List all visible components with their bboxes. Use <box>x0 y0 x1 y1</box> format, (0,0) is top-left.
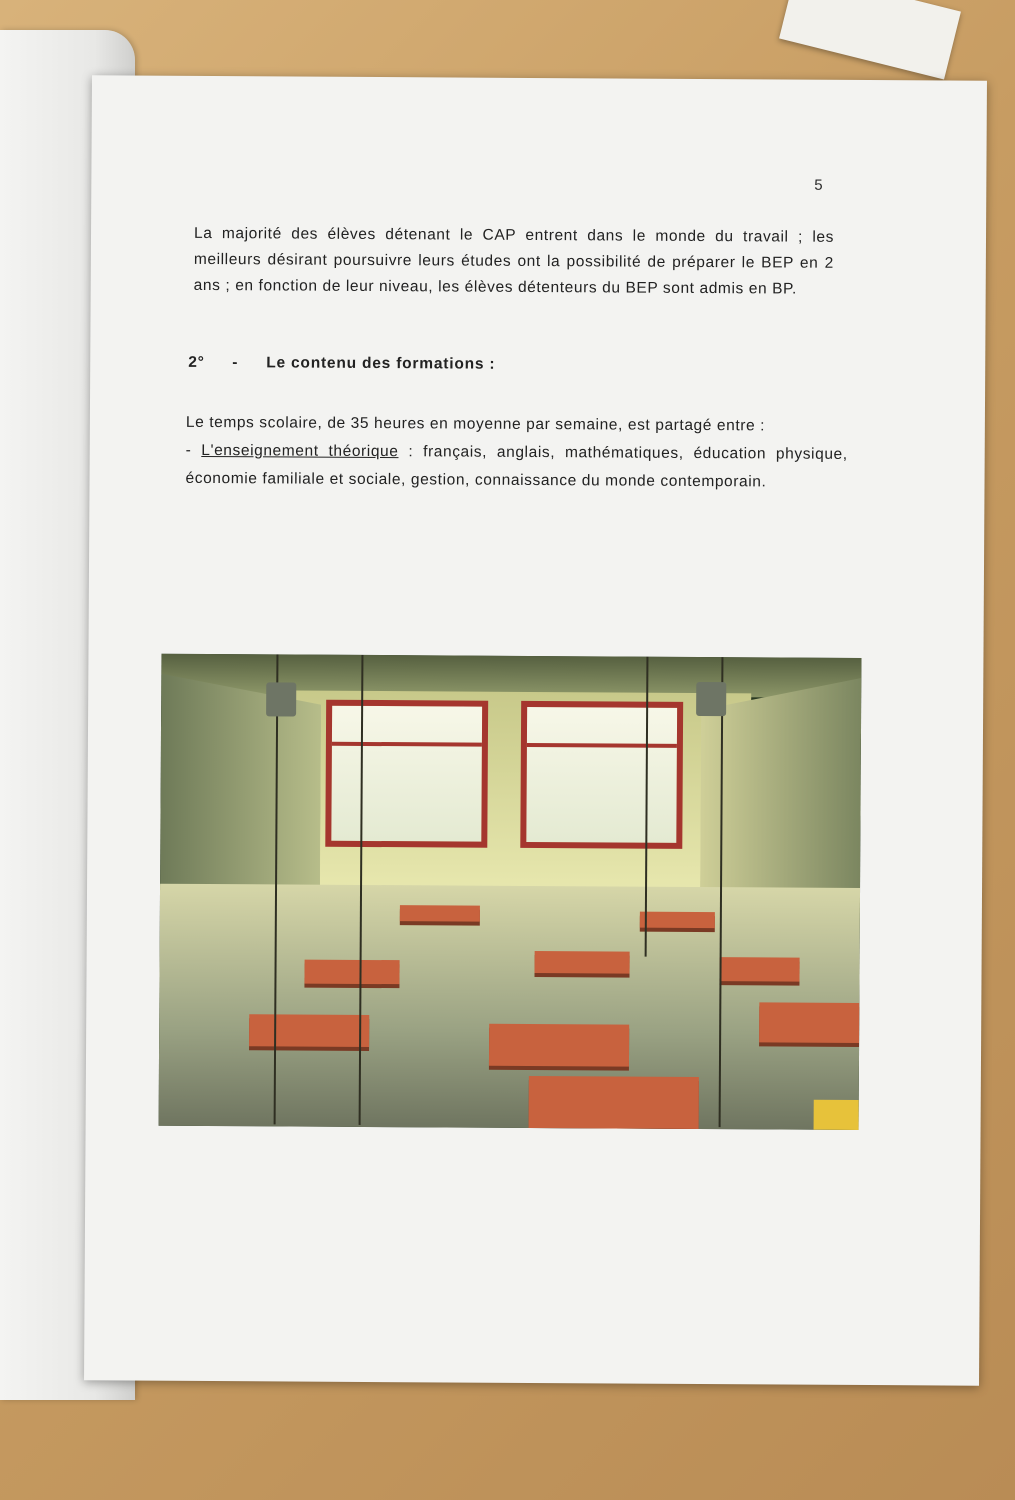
document-page <box>84 75 987 1385</box>
paragraph-contenu <box>185 409 848 497</box>
ceiling-lamp <box>696 682 726 716</box>
section-dash: - <box>232 354 239 372</box>
school-desk <box>400 905 480 921</box>
section-number: 2° <box>188 353 205 371</box>
school-desk <box>535 951 630 974</box>
photo-window-right <box>520 701 683 849</box>
yellow-object <box>814 1100 859 1130</box>
photo-floor <box>159 884 860 1130</box>
school-desk <box>529 1076 699 1129</box>
school-desk <box>759 1002 859 1043</box>
school-desk <box>640 912 715 928</box>
paragraph-list: : français, anglais, mathématiques, éducation physique, économie familiale et sociale, gestion, connaissance du monde contemporain. <box>185 443 848 491</box>
classroom-photo <box>159 654 862 1130</box>
school-desk <box>249 1014 369 1047</box>
school-desk <box>304 960 399 985</box>
bullet-dash: - <box>185 441 192 459</box>
photo-window-left <box>325 700 488 848</box>
school-desk <box>489 1024 629 1067</box>
page-number: 5 <box>814 176 823 194</box>
paragraph-intro: Le temps scolaire, de 35 heures en moyenne par semaine, est partagé entre : <box>185 413 766 435</box>
ceiling-lamp <box>266 682 296 716</box>
section-title: Le contenu des formations : <box>266 354 496 373</box>
paragraph-cap-bep: La majorité des élèves détenant le CAP entrent dans le monde du travail ; les meilleurs désirant poursuivre leurs études ont la possibilité de préparer le BEP en 2 ans ; en fonction de leur niveau, les élèves détenteurs du BEP sont admis en BP. <box>193 224 835 298</box>
section-heading <box>188 354 495 374</box>
underlined-term: L'enseignement théorique <box>201 441 399 461</box>
school-desk <box>719 957 799 981</box>
